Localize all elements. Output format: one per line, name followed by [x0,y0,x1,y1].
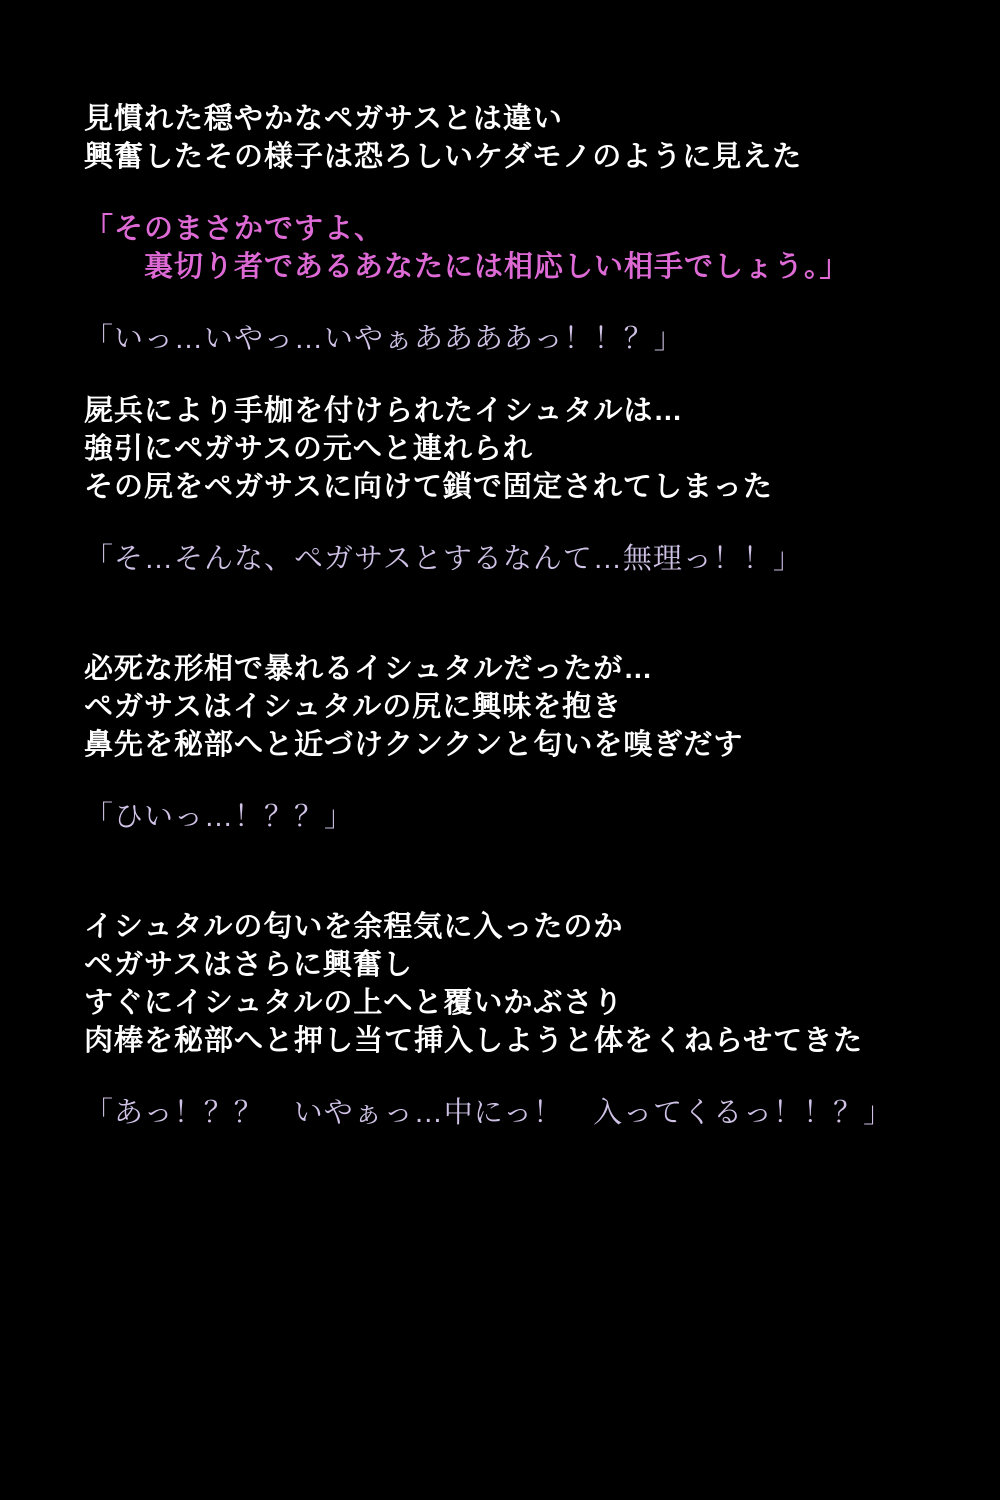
text-line: 「そ…そんな、ペガサスとするなんて…無理っ！！」 [84,543,803,575]
text-line: 必死な形相で暴れるイシュタルだったが… [84,653,654,685]
paragraph-dialogue [84,798,970,836]
paragraph-dialogue [84,320,970,358]
paragraph-narration [84,650,970,764]
paragraph-narration [84,392,970,506]
text-line: その尻をペガサスに向けて鎖で固定されてしまった [84,471,773,503]
text-line: 「いっ…いやっ…いやぁああああっ！！？」 [84,323,684,355]
text-line: 屍兵により手枷を付けられたイシュタルは… [84,395,684,427]
text-line: 「そのまさかですよ、 [84,213,385,245]
text-line: 見慣れた穏やかなペガサスとは違い [84,103,563,135]
paragraph-narration [84,908,970,1060]
text-line: 鼻先を秘部へと近づけクンクンと匂いを嗅ぎだす [84,729,744,761]
text-line: 興奮したその様子は恐ろしいケダモノのように見えた [84,141,803,173]
paragraph-narration [84,100,970,176]
paragraph-dialogue [84,1094,970,1132]
text-line: ペガサスはさらに興奮し [84,949,413,981]
text-line: 裏切り者であるあなたには相応しい相手でしょう。」 [84,251,850,283]
text-line: すぐにイシュタルの上へと覆いかぶさり [84,987,624,1019]
text-line: 「あっ！？？ いやぁっ…中にっ！ 入ってくるっ！！？」 [84,1097,894,1129]
text-line: 肉棒を秘部へと押し当て挿入しようと体をくねらせてきた [84,1025,864,1057]
text-line: ペガサスはイシュタルの尻に興味を抱き [84,691,623,723]
text-line: イシュタルの匂いを余程気に入ったのか [84,911,624,943]
paragraph-emphasis [84,210,970,286]
paragraph-dialogue [84,540,970,578]
text-line: 強引にペガサスの元へと連れられ [84,433,533,465]
text-line: 「ひいっ…！？？」 [84,801,355,833]
